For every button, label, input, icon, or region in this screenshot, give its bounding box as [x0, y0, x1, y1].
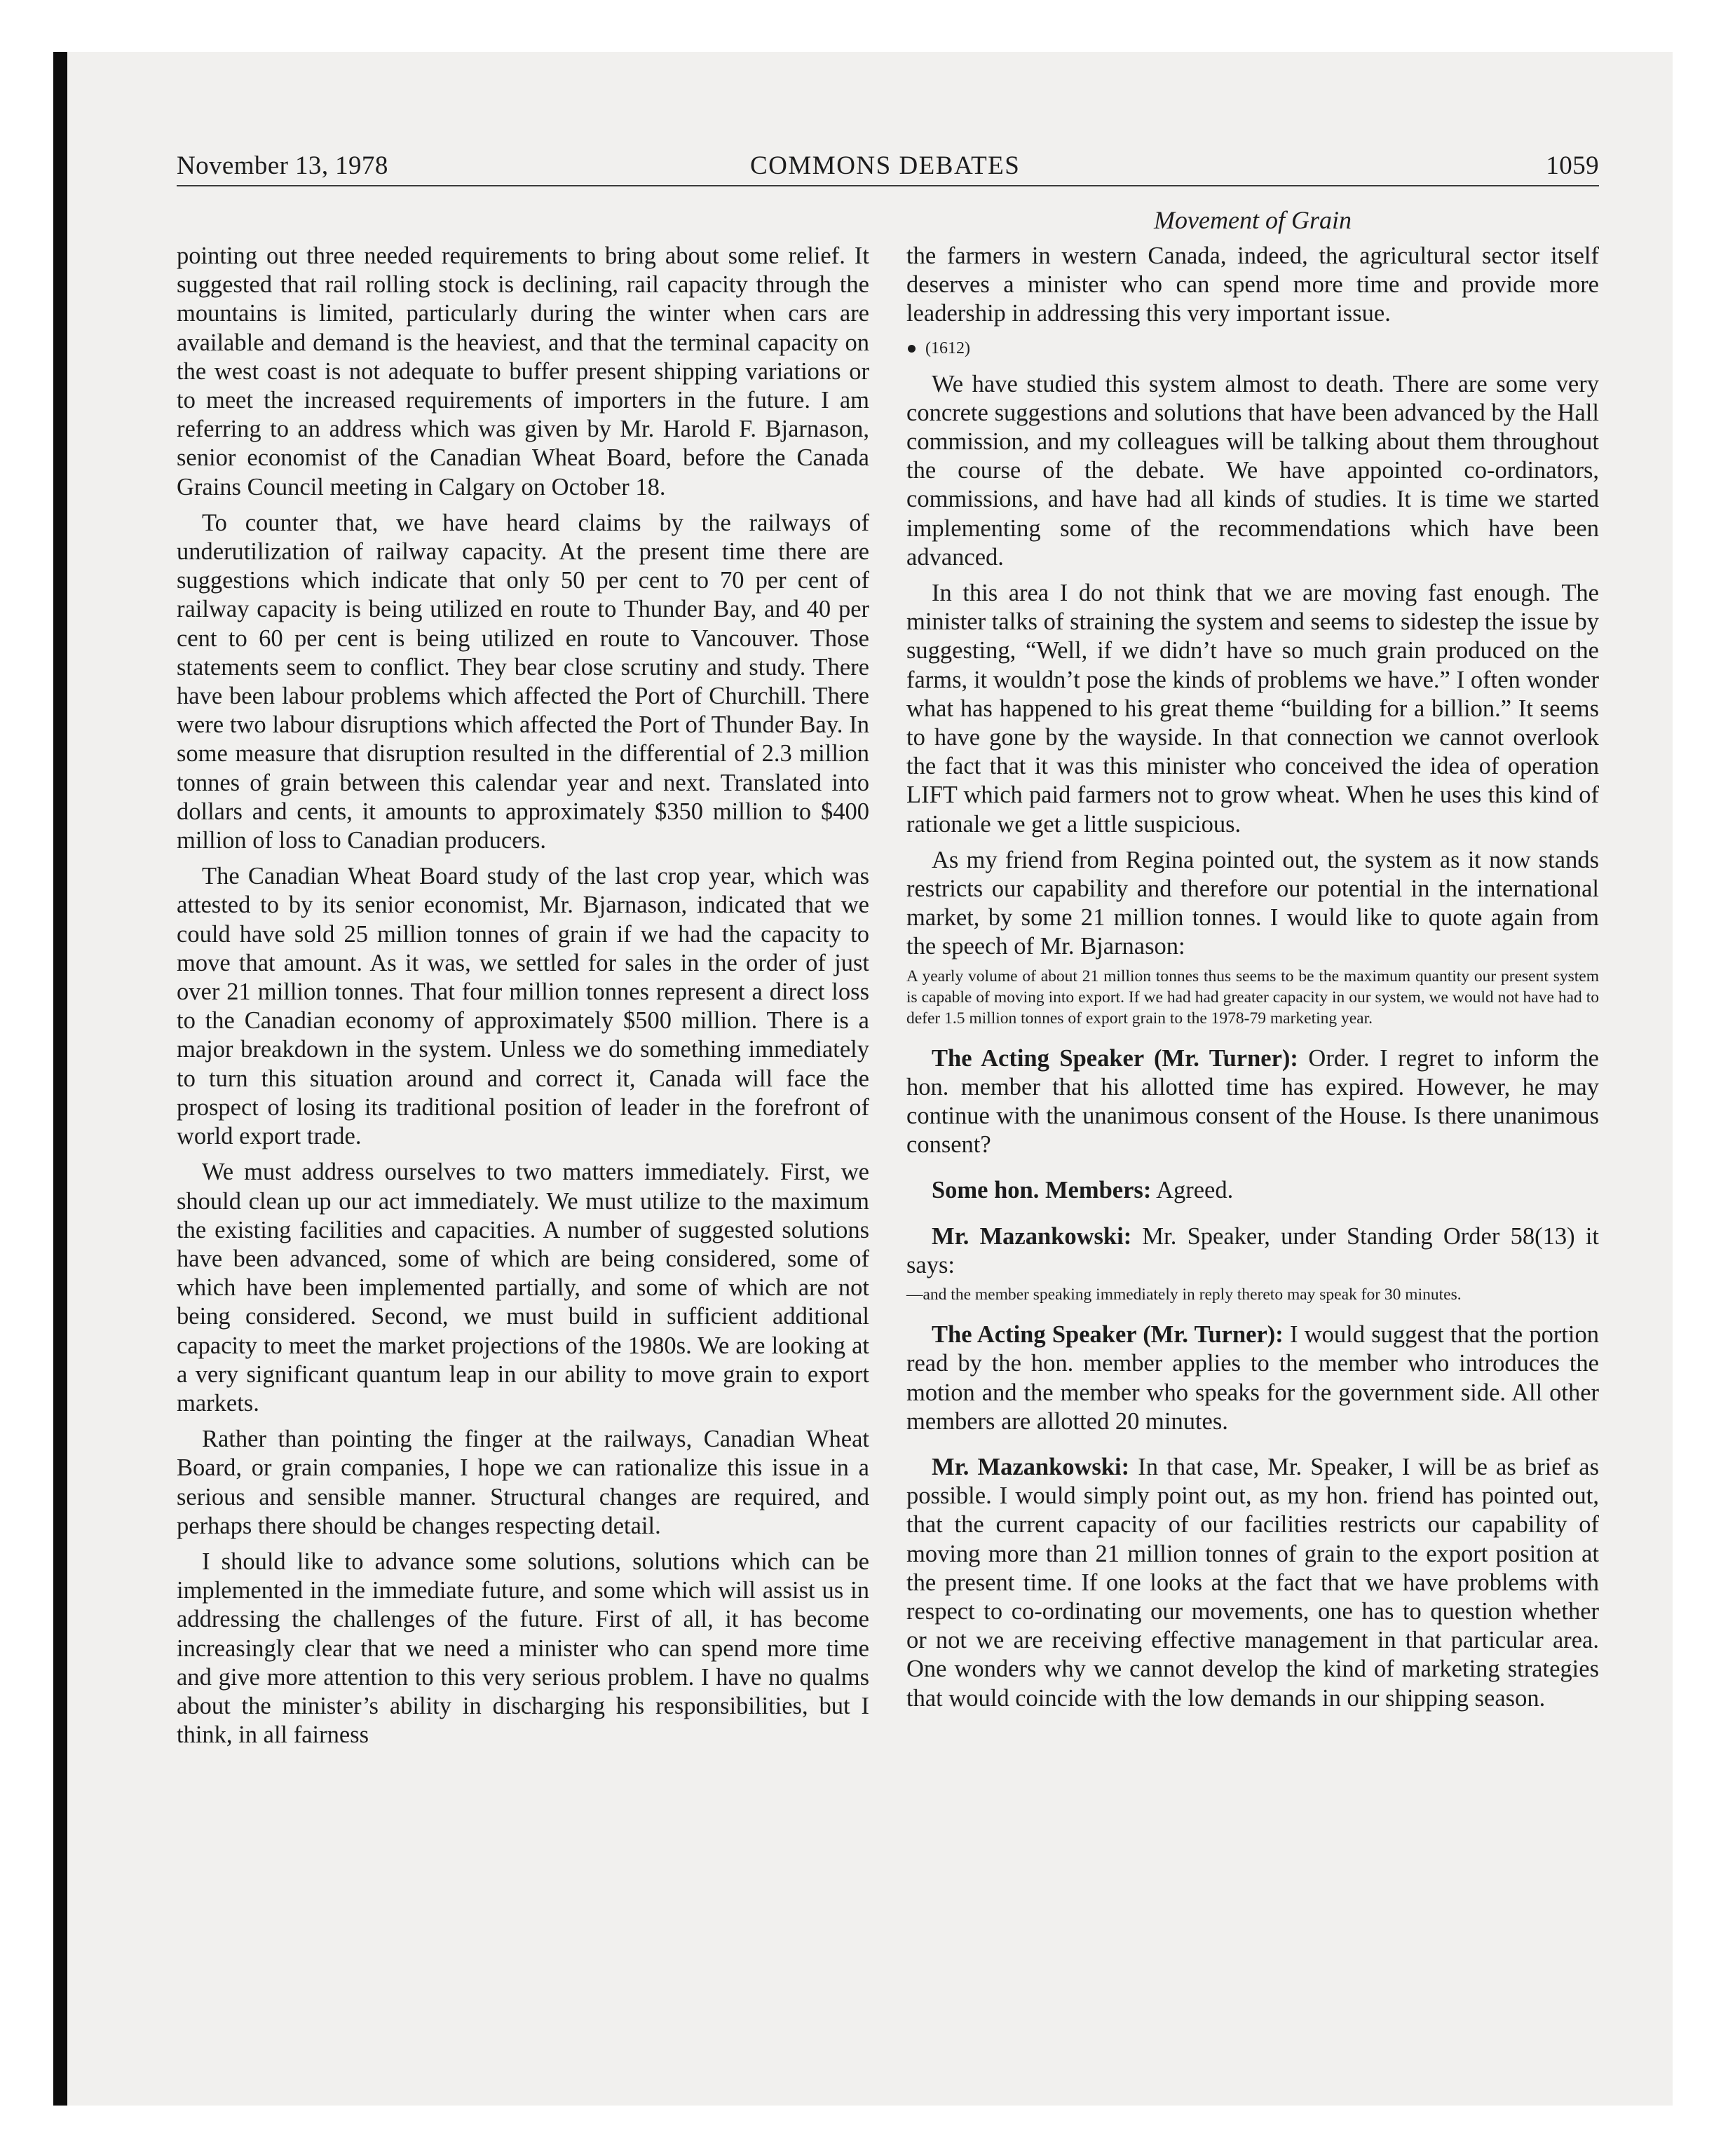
bullet-icon [908, 345, 916, 353]
speaker-name: Mr. Mazankowski: [932, 1222, 1132, 1250]
time-marker [906, 334, 1599, 363]
speaker-name: The Acting Speaker (Mr. Turner): [932, 1044, 1298, 1072]
block-quote [906, 1284, 1599, 1305]
block-quote [906, 966, 1599, 1029]
right-column [906, 242, 1599, 1713]
running-head: Movement of Grain [1154, 206, 1352, 234]
quote-text: —and the member speaking immediately in reply thereto may speak for 30 minutes. [906, 1285, 1462, 1304]
paragraph: As my friend from Regina pointed out, the system as it now stands restricts our capability and therefore our potential in the international market, by some 21 million tonnes. I would like to quote again from the speech of Mr. Bjarnason: [906, 846, 1599, 960]
paragraph: To counter that, we have heard claims by the railways of underutilization of railway capacity. At the present time there are suggestions which indicate that only 50 per cent to 70 per cent of railway capacity is being utilized en route to Thunder Bay, and 40 per cent to 60 per cent is being utilized en route to Vancouver. Those statements seem to conflict. They bear close scrutiny and study. There have been labour problems which affected the Port of Churchill. There were two labour disruptions which affected the Port of Thunder Bay. In some measure that disruption resulted in the differential of 2.3 million tonnes of grain between this calendar year and next. Translated into dollars and cents, it amounts to approximately $350 million to $400 million of loss to Canadian producers. [177, 509, 869, 854]
quote-text: A yearly volume of about 21 million tonnes thus seems to be the maximum quantity our present system is capable of moving into export. If we had had greater capacity in our system, we would not have had to defer 1.5 million tonnes of export grain to the 1978-79 marketing year. [906, 967, 1599, 1028]
speech-text: Order. I regret to inform the hon. member that his allotted time has expired. However, he may continue with the unanimous consent of the House. Is there unanimous consent? [906, 1044, 1599, 1159]
paragraph: We must address ourselves to two matters immediately. First, we should clean up our act immediately. We must utilize to the maximum the existing facilities and capacities. A number of suggested solutions have been advanced, some of which are being considered, some of which have been implemented partially, and some of which are not being considered. Second, we must build in sufficient additional capacity to meet the market projections of the 1980s. We are looking at a very significant quantum leap in our ability to move grain to export markets. [177, 1159, 869, 1417]
speech-text: Agreed. [1151, 1177, 1234, 1204]
paragraph: Rather than pointing the finger at the railways, Canadian Wheat Board, or grain companies, I hope we can rationalize this issue in a serious and sensible manner. Structural changes are required, and perhaps there should be changes respecting detail. [177, 1426, 869, 1539]
speech [906, 1044, 1599, 1160]
paragraph: In this area I do not think that we are moving fast enough. The minister talks of straining the system and seems to sidestep the issue by suggesting, “Well, if we didn’t have so much grain produced on the farms, it wouldn’t pose the kinds of problems we have.” I often wonder what has happened to his great theme “building for a billion.” It seems to have gone by the wayside. In that connection we cannot overlook the fact that it was this minister who conceived the idea of operation LIFT which paid farmers not to grow wheat. When he uses this kind of rationale we get a little suspicious. [906, 580, 1599, 838]
left-column [177, 242, 869, 1749]
speech [906, 1176, 1599, 1205]
speech-text: In that case, Mr. Speaker, I will be as brief as possible. I would simply point out, as my hon. friend has pointed out, that the current capacity of our facilities restricts our capability of moving more than 21 million tonnes of grain to the export position at the present time. If one looks at the fact that we have problems with respect to co-ordinating our movements, one has to question whether or not we are receiving effective management in that particular area. One wonders why we cannot develop the kind of marketing strategies that would coincide with the low demands in our shipping season. [906, 1453, 1600, 1712]
speech [906, 1222, 1599, 1280]
paragraph: pointing out three needed requirements to bring about some relief. It suggested that rail rolling stock is declining, rail capacity through the mountains is limited, particularly during the winter when cars are available and demand is the heaviest, and that the terminal capacity on the west coast is not adequate to buffer present shipping variations or to meet the increased requirements of importers in the future. I am referring to an address which was given by Mr. Harold F. Bjarnason, senior economist of the Canadian Wheat Board, before the Canada Grains Council meeting in Calgary on October 18. [177, 243, 869, 500]
speaker-name: The Acting Speaker (Mr. Turner): [932, 1321, 1284, 1349]
paragraph: the farmers in western Canada, indeed, the agricultural sector itself deserves a minister who can spend more time and provide more leadership in addressing this very important issue. [906, 243, 1599, 327]
header-rule [177, 185, 1599, 186]
speaker-name: Some hon. Members: [932, 1177, 1152, 1204]
speech-text: Mr. Speaker, under Standing Order 58(13) it says: [906, 1222, 1599, 1278]
speaker-name: Mr. Mazankowski: [932, 1453, 1130, 1480]
time-marker-label: (1612) [925, 339, 970, 357]
paragraph: I should like to advance some solutions, solutions which can be implemented in the immediate future, and some which will assist us in addressing the challenges of the future. First of all, it has become increasingly clear that we need a minister who can spend more time and give more attention to this very serious problem. I have no qualms about the minister’s ability in discharging his responsibilities, but I think, in all fairness [177, 1548, 869, 1749]
header-publication-title: COMMONS DEBATES [750, 151, 1021, 180]
speech [906, 1453, 1599, 1713]
header-date: November 13, 1978 [177, 151, 388, 180]
header-page-number: 1059 [1546, 151, 1599, 180]
speech [906, 1321, 1599, 1436]
speech-text: I would suggest that the portion read by the hon. member applies to the member who introduces the motion and the member who speaks for the government side. All other members are allotted 20 minutes. [906, 1321, 1600, 1435]
paragraph: We have studied this system almost to death. There are some very concrete suggestions and solutions that have been advanced by the Hall commission, and my colleagues will be talking about them throughout the course of the debate. We have appointed co-ordinators, commissions, and have had all kinds of studies. It is time we started implementing some of the recommendations which have been advanced. [906, 370, 1599, 571]
paragraph: The Canadian Wheat Board study of the last crop year, which was attested to by its senior economist, Mr. Bjarnason, indicated that we could have sold 25 million tonnes of grain if we had the capacity to move that amount. As it was, we settled for sales in the order of just over 21 million tonnes. That four million tonnes represent a direct loss to the Canadian economy of approximately $500 million. There is a major breakdown in the system. Unless we do something immediately to turn this situation around and correct it, Canada will face the prospect of losing its traditional position of leader in the forefront of world export trade. [177, 863, 869, 1150]
binding-edge-shadow [53, 52, 67, 2106]
